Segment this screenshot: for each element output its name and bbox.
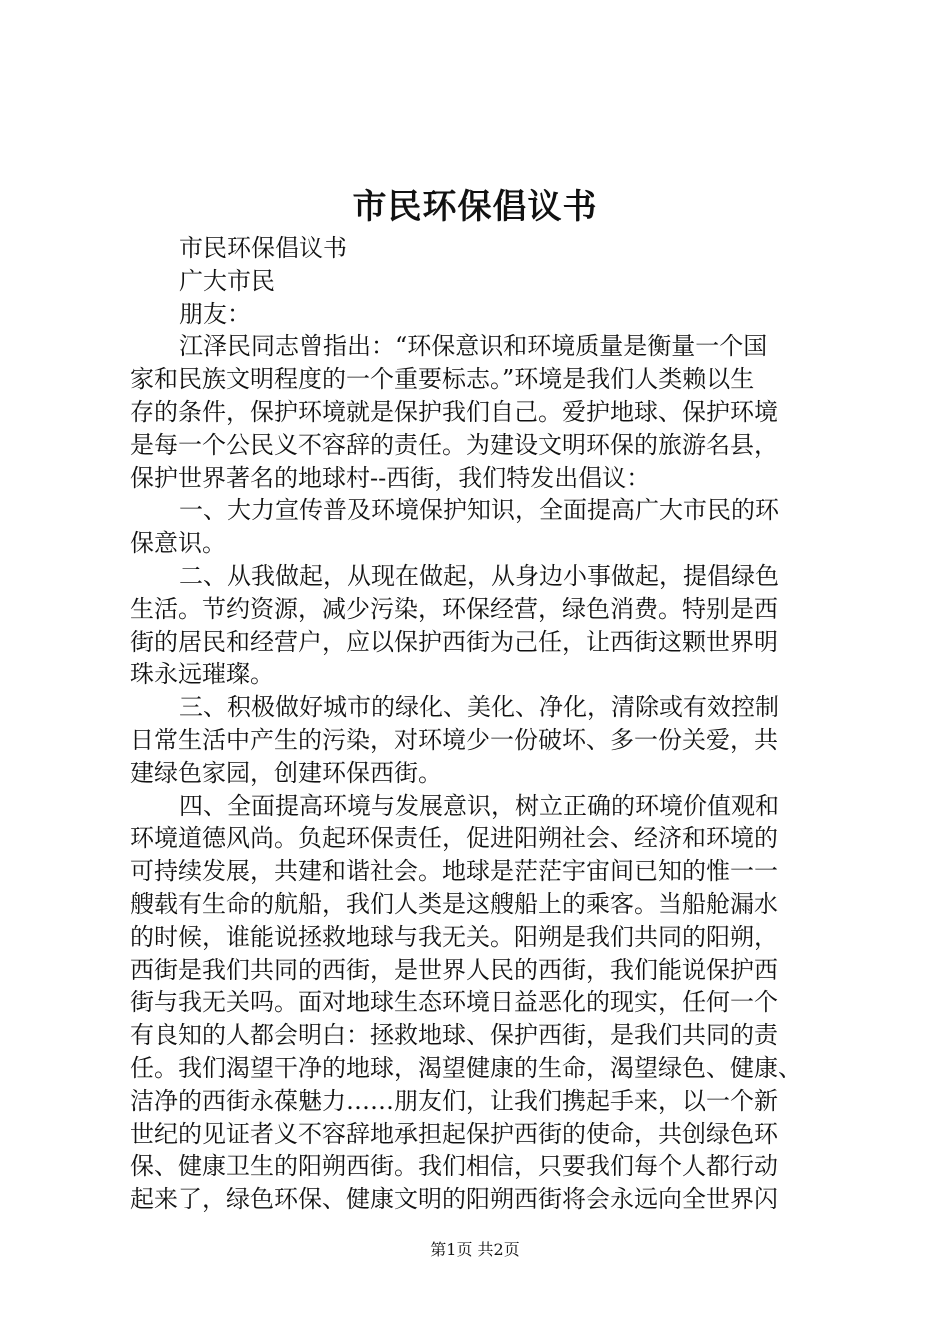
text-line: 街与我无关吗。面对地球生态环境日益恶化的现实，任何一个 — [130, 988, 778, 1017]
document-title: 市民环保倡议书 — [352, 187, 598, 227]
text-line: 的时候，谁能说拯救地球与我无关。阳朔是我们共同的阳朔， — [130, 922, 778, 951]
text-line: 存的条件，保护环境就是保护我们自己。爱护地球、保护环境 — [130, 397, 778, 426]
text-line: 生活。节约资源，减少污染，环保经营，绿色消费。特别是西 — [130, 594, 778, 623]
text-line: 广大市民 — [179, 266, 275, 295]
text-line: 任。我们渴望干净的地球，渴望健康的生命，渴望绿色、健康、 — [130, 1053, 802, 1082]
text-line: 洁净的西街永葆魅力……朋友们，让我们携起手来，以一个新 — [130, 1086, 778, 1115]
paragraph-start-line: 四、全面提高环境与发展意识，树立正确的环境价值观和 — [179, 791, 779, 820]
text-line: 艘载有生命的航船，我们人类是这艘船上的乘客。当船舱漏水 — [130, 889, 778, 918]
document-body — [130, 232, 830, 1216]
text-line: 世纪的见证者义不容辞地承担起保护西街的使命，共创绿色环 — [130, 1119, 778, 1148]
text-line: 家和民族文明程度的一个重要标志。”环境是我们人类赖以生 — [130, 365, 755, 394]
paragraph-start-line: 三、积极做好城市的绿化、美化、净化，清除或有效控制 — [179, 693, 779, 722]
text-line: 起来了，绿色环保、健康文明的阳朔西街将会永远向全世界闪 — [130, 1185, 778, 1214]
paragraph-start-line: 一、大力宣传普及环境保护知识，全面提高广大市民的环 — [179, 496, 779, 525]
text-line: 街的居民和经营户，应以保护西街为己任，让西街这颗世界明 — [130, 627, 778, 656]
text-line: 市民环保倡议书 — [179, 234, 347, 262]
text-line: 环境道德风尚。负起环保责任，促进阳朔社会、经济和环境的 — [130, 824, 778, 853]
text-line: 有良知的人都会明白：拯救地球、保护西街，是我们共同的责 — [130, 1021, 778, 1050]
paragraph-start-line: 江泽民同志曾指出：“环保意识和环境质量是衡量一个国 — [179, 332, 768, 361]
text-line: 是每一个公民义不容辞的责任。为建设文明环保的旅游名县， — [130, 430, 778, 459]
text-line: 西街是我们共同的西街，是世界人民的西街，我们能说保护西 — [130, 955, 778, 984]
text-line: 日常生活中产生的污染，对环境少一份破坏、多一份关爱，共 — [130, 725, 778, 754]
text-line: 珠永远璀璨。 — [130, 660, 274, 689]
text-line: 建绿色家园，创建环保西街。 — [130, 758, 442, 787]
paragraph-start-line: 二、从我做起，从现在做起，从身边小事做起，提倡绿色 — [179, 561, 779, 590]
text-line: 可持续发展，共建和谐社会。地球是茫茫宇宙间已知的惟一一 — [130, 857, 778, 886]
page-footer: 第1页 共2页 — [430, 1240, 520, 1259]
text-line: 朋友： — [179, 299, 251, 328]
text-line: 保、健康卫生的阳朔西街。我们相信，只要我们每个人都行动 — [130, 1152, 778, 1181]
text-line: 保护世界著名的地球村--西街，我们特发出倡议： — [130, 463, 651, 492]
text-line: 保意识。 — [130, 529, 226, 558]
